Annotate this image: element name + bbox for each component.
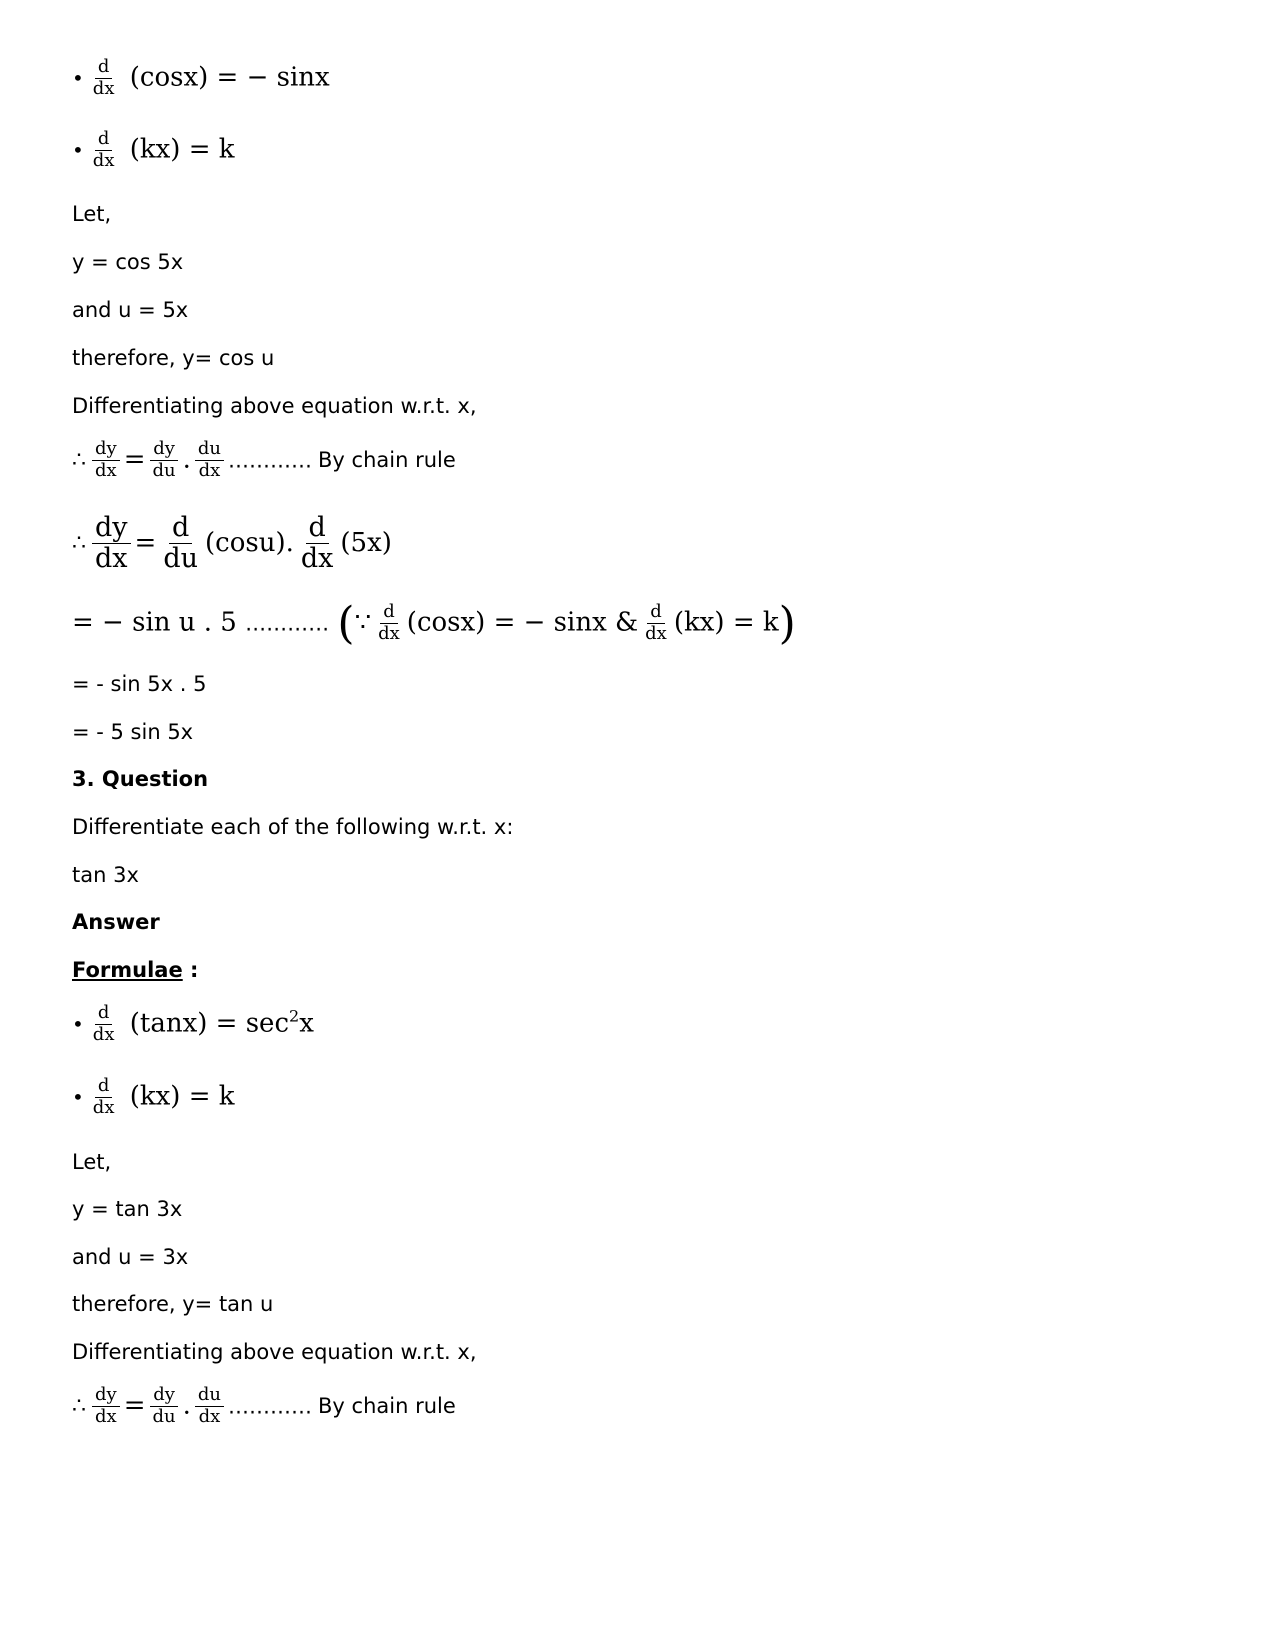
formula-derivative-kx-2: • $\frac{d}{dx}$ (kx) = k — [72, 1075, 235, 1118]
fraction-d-dx: $\frac{d}{dx}$ — [92, 1075, 115, 1118]
derivative-step-1: ∴ $\frac{dy}{dx}$ = $\frac{d}{du}$ (cosu). $\frac{d}{dx}$ (5x) — [72, 512, 392, 575]
fraction-dy-du: $\frac{dy}{du}$ — [150, 1386, 179, 1427]
formula-derivative-kx — [72, 130, 235, 171]
fraction-d-dx: $\frac{d}{dx}$ — [645, 601, 667, 644]
chain-rule-label: By chain rule — [318, 1394, 456, 1419]
fraction-d-dx: $\frac{d}{dx}$ — [92, 128, 115, 171]
fraction-du-dx: $\frac{du}{dx}$ — [195, 440, 224, 481]
fraction-d-dx: $\frac{d}{dx}$ — [92, 56, 115, 99]
question-expression: tan 3x — [72, 863, 139, 887]
formulae-heading: Formulae : — [72, 958, 199, 982]
differentiating-line: Differentiating above equation w.r.t. x, — [72, 394, 477, 418]
chain-rule-equation: ∴ $\frac{dy}{dx}$ = $\frac{dy}{du}$ . $\frac{du}{dx}$ ………… By chain rule — [72, 438, 456, 481]
question-prompt: Differentiate each of the following w.r.t. x: — [72, 815, 514, 839]
fraction-d-dx: $\frac{d}{dx}$ — [378, 601, 400, 644]
fraction-dy-dx: $\frac{dy}{dx}$ — [92, 514, 131, 574]
fraction-du-dx: $\frac{du}{dx}$ — [195, 1386, 224, 1427]
fraction-d-du: $\frac{d}{du}$ — [163, 512, 199, 575]
therefore-symbol: ∴ — [72, 531, 86, 557]
bullet-icon: • — [72, 1012, 84, 1037]
fraction-d-dx: $\frac{d}{dx}$ — [92, 1002, 115, 1045]
derivative-step-2: = − sin u . 5 ………… (∵ $\frac{d}{dx}$ (cosx) = − sinx & $\frac{d}{dx}$ (kx) = k) — [72, 598, 796, 649]
bullet-icon: • — [72, 138, 84, 163]
fraction-dy-du: $\frac{dy}{du}$ — [150, 440, 179, 481]
chain-rule-equation-2: ∴ $\frac{dy}{dx}$ = $\frac{dy}{du}$ . $\frac{du}{dx}$ ………… By chain rule — [72, 1384, 456, 1427]
let-text: Let, — [72, 202, 112, 226]
fraction-dy-dx: $\frac{dy}{dx}$ — [92, 440, 120, 481]
fraction-dy-dx: $\frac{dy}{dx}$ — [92, 1386, 120, 1427]
therefore-symbol: ∴ — [72, 1393, 86, 1419]
therefore-symbol: ∴ — [72, 447, 86, 473]
bullet-icon: • — [72, 66, 84, 91]
result-line-1: = - sin 5x . 5 — [72, 672, 207, 696]
y-definition: y = cos 5x — [72, 250, 184, 274]
formula-derivative-tan: • $\frac{d}{dx}$ $(\tan x) = \sec^2x$ — [72, 1002, 314, 1045]
answer-heading: Answer — [72, 910, 160, 934]
u-definition: and u = 5x — [72, 298, 189, 322]
formula-derivative-cos — [72, 58, 330, 99]
question-title: 3. Question — [72, 767, 209, 791]
let-text-2: Let, — [72, 1150, 112, 1174]
therefore-line-2: therefore, y= tan u — [72, 1292, 274, 1316]
formula-expression: (kx) = k — [129, 134, 235, 165]
chain-rule-label: By chain rule — [318, 448, 456, 473]
u-definition-2: and u = 3x — [72, 1245, 189, 1269]
y-definition-2: y = tan 3x — [72, 1197, 183, 1221]
therefore-line: therefore, y= cos u — [72, 346, 275, 370]
bullet-icon: • — [72, 1085, 84, 1110]
fraction-d-dx: $\frac{d}{dx}$ — [300, 512, 334, 575]
formula-expression: (cosx) = − sinx — [129, 62, 330, 93]
differentiating-line-2: Differentiating above equation w.r.t. x, — [72, 1340, 477, 1364]
result-line-2: = - 5 sin 5x — [72, 720, 194, 744]
